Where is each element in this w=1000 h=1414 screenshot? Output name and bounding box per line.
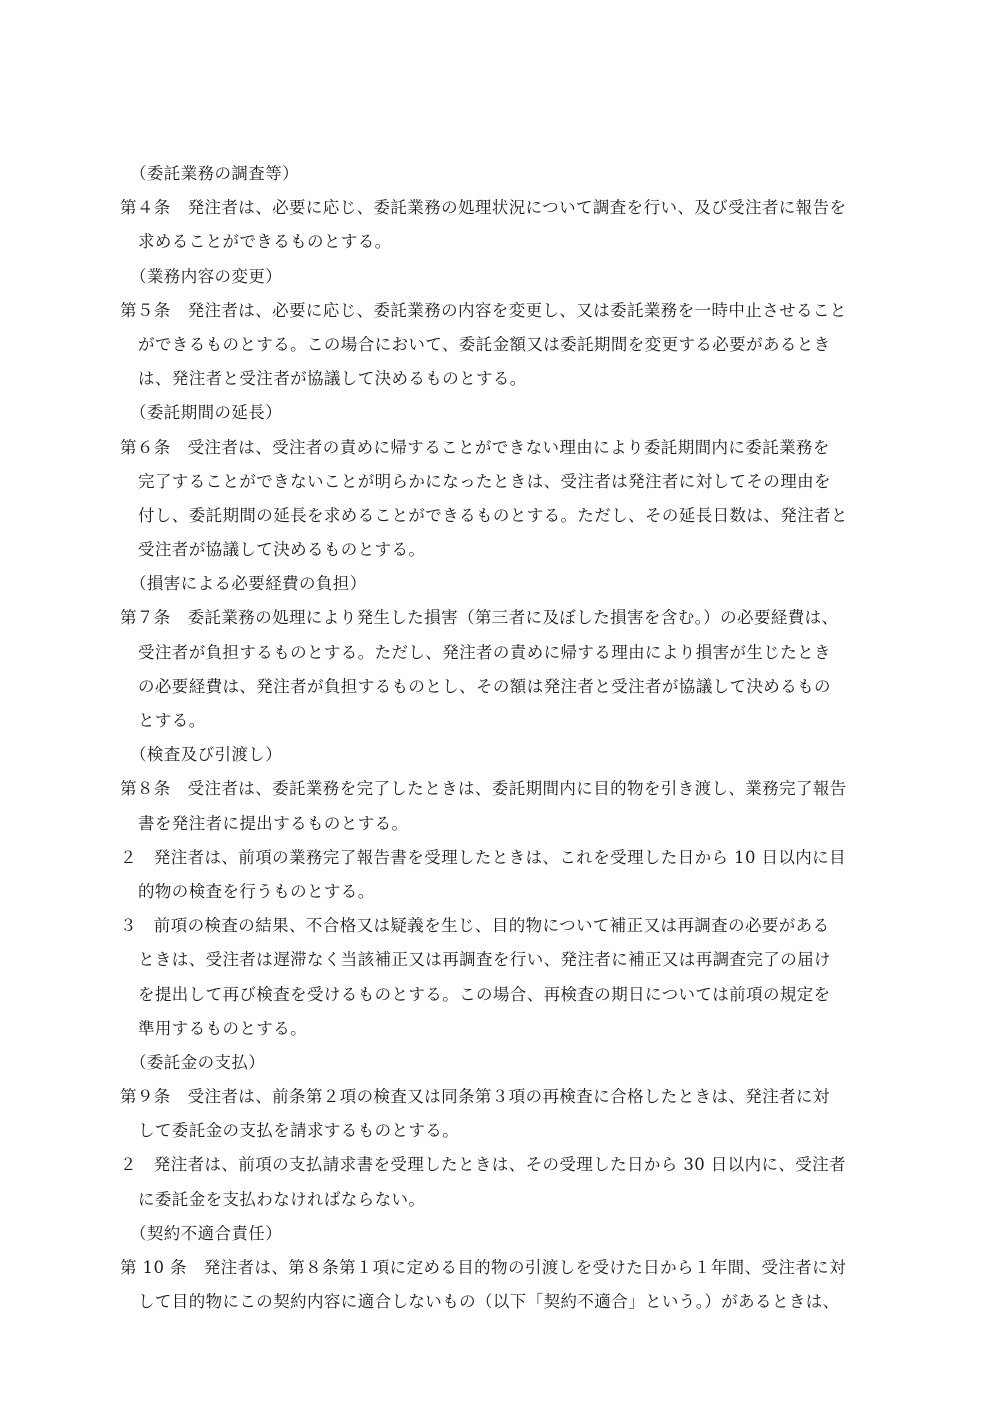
article-9-line: して委託金の支払を請求するものとする。 <box>138 1121 460 1141</box>
article-heading: （委託期間の延長） <box>130 403 283 423</box>
article-heading: （委託金の支払） <box>130 1052 266 1072</box>
contract-text-body <box>120 157 888 1319</box>
article-8-paragraph-3-line: を提出して再び検査を受けるものとする。この場合、再検査の期日については前項の規定を <box>138 984 831 1004</box>
article-10-line: 第 10 条 発注者は、第８条第１項に定める目的物の引渡しを受けた日から１年間、受注者に対 <box>120 1258 846 1277</box>
article-9-paragraph-2-line: ２ 発注者は、前項の支払請求書を受理したときは、その受理した日から 30 日以内に、受注者 <box>120 1155 846 1175</box>
article-7-line: 受注者が負担するものとする。ただし、発注者の責めに帰する理由により損害が生じたとき <box>138 642 831 662</box>
article-7-line: 第７条 委託業務の処理により発生した損害（第三者に及ぼした損害を含む。）の必要経費は、 <box>120 608 839 628</box>
article-8-paragraph-3-line: 準用するものとする。 <box>138 1018 307 1038</box>
article-10-line: して目的物にこの契約内容に適合しないもの（以下「契約不適合」という。）があるときは、 <box>138 1292 840 1312</box>
article-5-line: 第５条 発注者は、必要に応じ、委託業務の内容を変更し、又は委託業務を一時中止させること <box>120 300 847 320</box>
article-5-line: は、発注者と受注者が協議して決めるものとする。 <box>138 369 527 389</box>
article-8-paragraph-2-line: 的物の検査を行うものとする。 <box>138 881 375 901</box>
article-heading: （業務内容の変更） <box>130 266 283 286</box>
article-7-line: の必要経費は、発注者が負担するものとし、その額は発注者と受注者が協議して決めるもの <box>138 676 831 696</box>
article-4-line: 第４条 発注者は、必要に応じ、委託業務の処理状況について調査を行い、及び受注者に報告を <box>120 198 847 218</box>
article-6-line: 完了することができないことが明らかになったときは、受注者は発注者に対してその理由を <box>138 471 831 491</box>
article-6-line: 付し、委託期間の延長を求めることができるものとする。ただし、その延長日数は、発注者と <box>138 505 848 525</box>
article-heading: （委託業務の調査等） <box>130 164 299 183</box>
article-9-line: 第９条 受注者は、前条第２項の検査又は同条第３項の再検査に合格したときは、発注者に対 <box>120 1087 830 1107</box>
article-8-line: 第８条 受注者は、委託業務を完了したときは、委託期間内に目的物を引き渡し、業務完了報告 <box>120 779 847 799</box>
article-6-line: 受注者が協議して決めるものとする。 <box>138 540 426 560</box>
article-9-paragraph-2-line: に委託金を支払わなければならない。 <box>138 1189 426 1209</box>
article-heading: （契約不適合責任） <box>130 1223 283 1243</box>
article-8-paragraph-3-line: ３ 前項の検査の結果、不合格又は疑義を生じ、目的物について補正又は再調査の必要がある <box>120 916 830 936</box>
article-6-line: 第６条 受注者は、受注者の責めに帰することができない理由により委託期間内に委託業務を <box>120 437 830 457</box>
article-8-line: 書を発注者に提出するものとする。 <box>138 813 409 833</box>
article-5-line: ができるものとする。この場合において、委託金額又は委託期間を変更する必要があるとき <box>138 334 831 354</box>
article-7-line: とする。 <box>138 711 206 730</box>
article-heading: （検査及び引渡し） <box>130 745 283 765</box>
article-4-line: 求めることができるものとする。 <box>138 232 392 252</box>
article-8-paragraph-2-line: ２ 発注者は、前項の業務完了報告書を受理したときは、これを受理した日から 10 日以内に目 <box>120 847 846 867</box>
article-heading: （損害による必要経費の負担） <box>130 574 367 594</box>
article-8-paragraph-3-line: ときは、受注者は遅滞なく当該補正又は再調査を行い、発注者に補正又は再調査完了の届け <box>138 950 831 970</box>
